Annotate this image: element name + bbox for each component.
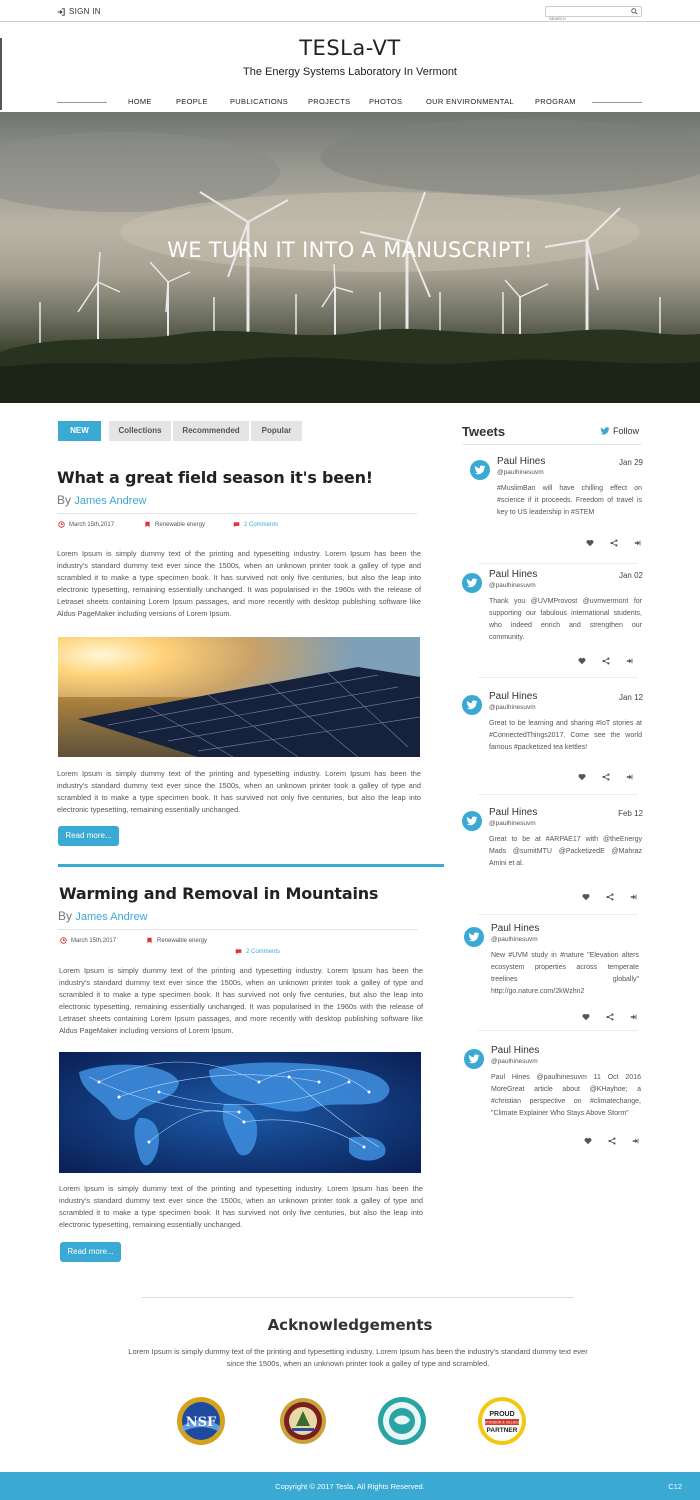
date-text: March 15th,2017 — [71, 937, 117, 944]
tweets-divider — [462, 444, 642, 445]
main-nav — [0, 97, 700, 111]
tweet-handle[interactable]: @paulhinesuvm — [497, 469, 544, 476]
tweet-actions — [584, 1132, 640, 1140]
tweet-text: Great to be at #ARPAE17 with @theEnergy Mads @sumitMTU @PacketizedE @Mahraz Amini et al. — [489, 836, 642, 867]
article-comments[interactable] — [235, 948, 280, 955]
like-icon[interactable] — [582, 888, 590, 896]
article-category — [146, 937, 207, 944]
bookmark-icon — [146, 937, 153, 944]
author-link[interactable]: James Andrew — [74, 495, 147, 507]
comments-text[interactable]: 2 Comments — [246, 948, 281, 955]
twitter-bird-icon — [466, 815, 478, 827]
tweet-separator — [478, 914, 638, 915]
nav-our-environmental[interactable]: OUR ENVIRONMENTAL — [426, 97, 514, 106]
avatar[interactable] — [462, 695, 482, 715]
hero-banner — [0, 112, 700, 403]
tweet-actions — [586, 534, 642, 542]
article-title[interactable]: What a great field season it's been! — [57, 468, 373, 487]
reply-icon[interactable] — [634, 534, 642, 542]
nav-publications[interactable]: PUBLICATIONS — [230, 97, 289, 106]
author-link[interactable]: James Andrew — [75, 911, 148, 923]
tab-recommended[interactable]: Recommended — [173, 421, 249, 441]
footer — [0, 1472, 700, 1500]
site-title: TESLa-VT — [299, 36, 401, 60]
tweet-handle[interactable]: @paulhinesuvm — [489, 820, 536, 827]
share-icon[interactable] — [602, 768, 610, 776]
reply-icon[interactable] — [626, 768, 634, 776]
reply-icon[interactable] — [630, 1008, 638, 1016]
tweet-card — [458, 456, 646, 556]
tweet-card — [458, 691, 646, 791]
tweet-date: Feb 12 — [618, 809, 643, 818]
footer-code: C12 — [668, 1482, 682, 1491]
nav-people[interactable]: PEOPLE — [176, 97, 208, 106]
nav-program[interactable]: PROGRAM — [535, 97, 576, 106]
tweet-actions — [578, 652, 634, 660]
tweet-author[interactable]: Paul Hines — [489, 691, 538, 702]
avatar[interactable] — [464, 927, 484, 947]
article-intro: Lorem Ipsum is simply dummy text of the printing and typesetting industry. Lorem Ipsum has been the industry's standard dummy text ever since the 1500s, when an unknown printer took a galley of type and scrambled it to make a type specimen book. It has survived not only five centuries, but also the leap into electronic typesetting, remaining essentially unchanged. It was popularised in the 1960s with the release of Letraset sheets containing Lorem Ipsum passages, and more recently with desktop publishing software like Aldus PageMaker including versions of Lorem Ipsum. — [57, 549, 421, 618]
copyright-text: Copyright © 2017 Tesla. All Rights Reserved. — [275, 1482, 425, 1491]
tweet-handle[interactable]: @paulhinesuvm — [491, 1058, 538, 1065]
read-more-button[interactable]: Read more... — [60, 1242, 121, 1262]
article-date — [60, 937, 116, 944]
comments-text[interactable]: 2 Comments — [244, 521, 279, 528]
tweet-author[interactable]: Paul Hines — [489, 569, 538, 580]
site-header — [0, 22, 700, 112]
avatar[interactable] — [470, 460, 490, 480]
follow-button[interactable] — [600, 426, 639, 436]
nav-photos[interactable]: PHOTOS — [369, 97, 403, 106]
avatar[interactable] — [462, 811, 482, 831]
like-icon[interactable] — [586, 534, 594, 542]
article-date — [58, 521, 114, 528]
reply-icon[interactable] — [630, 888, 638, 896]
tweet-handle[interactable]: @paulhinesuvm — [489, 582, 536, 589]
signin-icon — [57, 8, 65, 16]
clock-icon — [60, 937, 67, 944]
twitter-bird-icon — [466, 699, 478, 711]
partner-text: PARTNER — [486, 1427, 518, 1434]
tweet-text: Thank you @UVMProvost @uvmvermont for supporting our fabulous international students, who indeed enrich and strengthen our community. — [489, 598, 642, 641]
date-text: March 15th,2017 — [69, 521, 115, 528]
twitter-bird-icon — [600, 426, 610, 436]
like-icon[interactable] — [584, 1132, 592, 1140]
nav-home[interactable]: HOME — [128, 97, 152, 106]
article-divider — [58, 929, 418, 930]
like-icon[interactable] — [582, 1008, 590, 1016]
tab-new[interactable]: NEW — [58, 421, 101, 441]
top-bar — [0, 0, 700, 22]
tweet-separator — [478, 563, 638, 564]
share-icon[interactable] — [602, 652, 610, 660]
comment-icon — [235, 948, 242, 955]
avatar[interactable] — [462, 573, 482, 593]
ack-text: Lorem Ipsum is simply dummy text of the printing and typesetting industry. Lorem Ipsum has been the industry's standard dummy text ever since the 1500s, when an unknown printer took a galley of type and scrambled. — [128, 1347, 588, 1368]
tweet-card — [458, 1045, 646, 1145]
tweet-card — [458, 569, 646, 669]
proud-text: PROUD — [489, 1411, 515, 1418]
nsf-logo[interactable] — [176, 1396, 226, 1446]
twitter-bird-icon — [468, 931, 480, 943]
article-comments[interactable] — [233, 521, 278, 528]
tweet-actions — [582, 1008, 638, 1016]
circle-badge-logo[interactable] — [377, 1396, 427, 1446]
proud-partner-logo[interactable] — [477, 1396, 527, 1446]
tweet-author[interactable]: Paul Hines — [491, 923, 540, 934]
hero-title: WE TURN IT INTO A MANUSCRIPT! — [167, 238, 533, 262]
like-icon[interactable] — [578, 652, 586, 660]
tweet-date: Jan 29 — [618, 458, 643, 467]
share-icon[interactable] — [606, 888, 614, 896]
tweets-title: Tweets — [462, 424, 506, 439]
signin-label: SIGN IN — [69, 7, 101, 16]
site-subtitle: The Energy Systems Laboratory In Vermont — [243, 66, 457, 78]
reply-icon[interactable] — [626, 652, 634, 660]
search-box[interactable] — [545, 6, 642, 17]
tweet-separator — [478, 677, 638, 678]
article-divider — [57, 513, 417, 514]
world-network-map-image — [59, 1052, 421, 1173]
nsf-logo-text: NSF — [185, 1415, 217, 1430]
tweet-card — [458, 807, 646, 907]
tweet-card — [458, 923, 646, 1023]
tweet-separator — [478, 1030, 638, 1031]
byline-by: By — [57, 493, 72, 507]
read-more-button[interactable]: Read more... — [58, 826, 119, 846]
tweet-handle[interactable]: @paulhinesuvm — [491, 936, 538, 943]
article-outro: Lorem Ipsum is simply dummy text of the printing and typesetting industry. Lorem Ipsum has been the industry's standard dummy text ever since the 1500s, when an unknown printer took a galley of type and scrambled it to make a type specimen book. It has survived not only five centuries, but also the leap into electronic typesetting, remaining essentially unchanged. — [59, 1184, 423, 1229]
sponsor-village-text: SPONSOR & VILLAGE — [483, 1420, 521, 1425]
article-outro: Lorem Ipsum is simply dummy text of the printing and typesetting industry. Lorem Ipsum has been the industry's standard dummy text ever since the 1500s, when an unknown printer took a galley of type and scrambled it to make a type specimen book. It has survived not only five centuries, but also the leap into electronic typesetting, remaining essentially unchanged. — [57, 769, 421, 814]
tweet-author[interactable]: Paul Hines — [489, 807, 538, 818]
share-icon[interactable] — [610, 534, 618, 542]
tweet-text: Paul Hines @paulhinesuvm 11 Oct 2016 MoreGreat article about @KHayhoe; a #christian perspective on #climatechange, "Climate Explainer Who Stays Above Storm" — [491, 1074, 641, 1117]
nav-rule-left — [57, 102, 107, 103]
article-separator — [58, 864, 444, 867]
nav-projects[interactable]: PROJECTS — [308, 97, 351, 106]
signin-link[interactable] — [57, 7, 101, 16]
tweet-actions — [582, 888, 638, 896]
nav-rule-right — [592, 102, 642, 103]
tweet-date: Jan 02 — [618, 571, 643, 580]
twitter-bird-icon — [468, 1053, 480, 1065]
tweet-date: Jan 12 — [618, 693, 643, 702]
article-byline — [57, 493, 147, 507]
article-byline — [58, 909, 148, 923]
bookmark-icon — [144, 521, 151, 528]
ack-title: Acknowledgements — [267, 1316, 433, 1334]
twitter-bird-icon — [466, 577, 478, 589]
article-intro: Lorem Ipsum is simply dummy text of the printing and typesetting industry. Lorem Ipsum has been the industry's standard dummy text ever since the 1500s, when an unknown printer took a galley of type and scrambled it to make a type specimen book. It has survived not only five centuries, but also the leap into electronic typesetting, remaining essentially unchanged. It was popularised in the 1960s with the release of Letraset sheets containing Lorem Ipsum passages, and more recently with desktop publishing software like Aldus PageMaker including versions of Lorem Ipsum. — [59, 966, 423, 1035]
tab-popular[interactable]: Popular — [251, 421, 302, 441]
follow-label[interactable]: Follow — [613, 426, 640, 436]
clock-icon — [58, 521, 65, 528]
tweet-handle[interactable]: @paulhinesuvm — [489, 704, 536, 711]
byline-by: By — [58, 909, 73, 923]
search-icon[interactable] — [631, 8, 638, 15]
comment-icon — [233, 521, 240, 528]
avatar[interactable] — [464, 1049, 484, 1069]
category-text: Renewable energy — [155, 521, 206, 528]
tweet-actions — [578, 768, 634, 776]
seal-logo[interactable] — [278, 1396, 328, 1446]
article-category — [144, 521, 205, 528]
solar-panels-image — [58, 637, 420, 757]
reply-icon[interactable] — [632, 1132, 640, 1140]
tab-collections[interactable]: Collections — [109, 421, 171, 441]
category-text: Renewable energy — [157, 937, 208, 944]
tweet-author[interactable]: Paul Hines — [497, 456, 546, 467]
article-title[interactable]: Warming and Removal in Mountains — [59, 884, 379, 903]
tweet-separator — [478, 794, 638, 795]
ack-divider — [142, 1297, 574, 1298]
share-icon[interactable] — [606, 1008, 614, 1016]
tweet-text: New #UVM study in #nature "Elevation alters ecosystem properties across temperate treelines globally" http://go.nature.com/2kWzhn2 — [491, 952, 639, 995]
tweet-text: Great to be learning and sharing #IoT stories at #ConnectedThings2017. Come see the world famous #packetized tea kettles! — [489, 720, 642, 751]
like-icon[interactable] — [578, 768, 586, 776]
tweet-text: #MuslimBan will have chilling effect on #science if it proceeds. Freedom of travel is key to US leadership in #STEM — [497, 485, 642, 516]
tweet-author[interactable]: Paul Hines — [491, 1045, 540, 1056]
share-icon[interactable] — [608, 1132, 616, 1140]
twitter-bird-icon — [474, 464, 486, 476]
